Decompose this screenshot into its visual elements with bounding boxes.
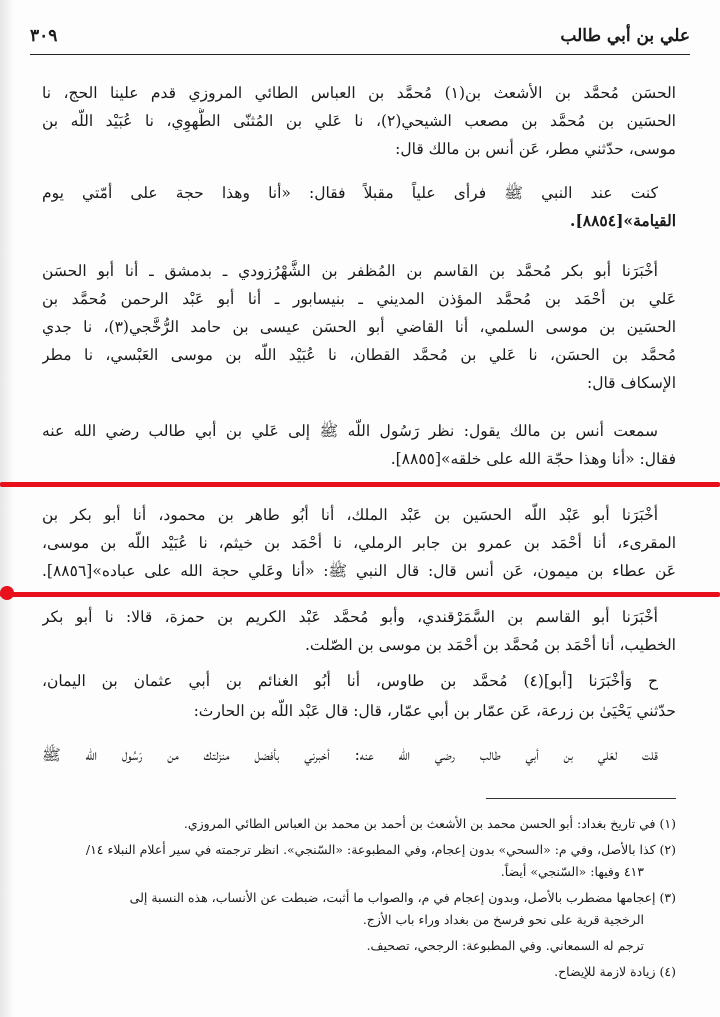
footnote-continuation: ٤١٣ وفيها: «السّنجي» أيضاً. [500,864,644,879]
isnad-line: الإسكاف قال: [586,374,676,392]
isnad-line: عَن عطاء بن ميمون، عَن أنس قال: قال النبي ﷺ: «أنا وعَلي حجة الله على عباده»[٨٨٥٦]. [42,562,676,580]
hadith-text-line: كنت عند النبي ﷺ فرأى علياً مقبلاً فقال: «أنا وهذا حجة على أمّتي يوم [42,184,658,202]
footnote: (٤) زيادة لازمة للإيضاح. [554,964,676,979]
isnad-line: الخطيب، أنا أحْمَد بن مُحمَّد بن أحْمَد بن موسى بن الصّلت. [304,636,676,654]
hadith-text-line: فقال: «أنا وهذا حجّة الله على خلقه»[٨٨٥٥]. [390,450,676,468]
isnad-line: مُحمَّد بن الحسَن، نا عَلي بن مُحمَّد القطان، نا عُبَيْد اللّه بن موسى العَبْسي، نا مطر [42,346,676,364]
isnad-line: عَلي بن أحْمَد بن مُحمَّد المؤذن المديني ـ بنيسابور ـ أنا أبو عَبْد الرحمن مُحمَّد بن [42,290,676,308]
hadith-text-line: القيامة»[٨٨٥٤]. [570,211,676,230]
footnote-separator [486,798,676,799]
hadith-text-line: قلت لعَلي بن أبي طالب رضي الله عنه: أخبرني بأفضل منزلتك من رَسُول اللّه ﷺ [42,746,658,764]
highlight-marker-dot [0,586,14,600]
hadith-text-line: سمعت أنس بن مالك يقول: نظر رَسُول اللّه ﷺ إلى عَلي بن أبي طالب رضي الله عنه [42,422,658,440]
text-line: الحسَن مُحمَّد بن الأشعث بن(١) مُحمَّد بن العباس الطائي المروزي قدم علينا الحج، نا [42,84,676,102]
isnad-line: الحسَين بن موسى السلمي، أنا القاضي أبو الحسَن عيسى بن حامد الرُّخَّجي(٣)، نا جدي [42,318,676,336]
page-number: ٣٠٩ [30,26,58,46]
footnote: (٣) إعجامها مضطرب بالأصل، وبدون إعجام في م، والصواب ما أثبت، ضبطت عن الأنساب، هذه النسبة إلى [129,890,676,905]
footnote: (١) في تاريخ بغداد: أبو الحسن محمد بن الأشعث بن أحمد بن محمد بن العباس الطائي المروزي. [183,816,676,831]
isnad-line: أخْبَرَنا أبو القاسم بن السَّمَرْقندي، وأبو مُحمَّد عَبْد الكريم بن حمزة، قالا: نا أبو بكر [42,608,658,626]
isnad-line: المقرىء، أنا أحْمَد بن عمرو بن جابر الرملي، نا أحْمَد بن خيثم، نا عُبَيْد اللّه بن موسى، [42,534,676,552]
isnad-line: أخْبَرَنا أبو بكر مُحمَّد بن القاسم بن المُظفر بن الشَّهْرُزودي ـ بدمشق ـ أنا أبو الحسَن [42,262,658,280]
highlight-line-bottom [0,592,720,597]
text-line: الحسَين بن مُحمَّد بن مصعب الشيحي(٢)، نا عَلي بن المُثنّى الطُّهوِي، نا عُبَيْد اللّه بن [42,112,676,130]
footnote: (٢) كذا بالأصل، وفي م: «السحي» بدون إعجام، وفي المطبوعة: «السّنجي». انظر ترجمته في سير أعلام النبلاء ١٤/ [85,842,676,857]
isnad-line: ح وَأخْبَرَنا [أبو](٤) مُحمَّد بن طاوس، أنا أبُو الغنائم بن أبي عثمان بن اليمان، [42,672,658,690]
footnote-continuation: ترجم له السمعاني. وفي المطبوعة: الرجحي، تصحيف. [366,938,644,953]
isnad-line: حدّثني يَحْيَىٰ بن زرعة، عَن عمّار بن أبي عمّار، قال: قال عَبْد اللّه بن الحارث: [193,702,676,720]
page-header [30,24,690,55]
text-line: موسى، حدّثني مطر، عَن أنس بن مالك قال: [395,140,676,158]
page-edge-shadow [0,0,14,1017]
footnote-continuation: الرخجية قرية على نحو فرسخ من بغداد وراء باب الأزج. [362,912,644,927]
highlight-line-top [0,482,720,487]
running-title: علي بن أبي طالب [560,26,690,46]
isnad-line: أخْبَرَنا أبو عَبْد اللّه الحسَين بن عَبْد الملك، أنا أبُو طاهر بن محمود، أنا أبو بكر بن [42,506,658,524]
